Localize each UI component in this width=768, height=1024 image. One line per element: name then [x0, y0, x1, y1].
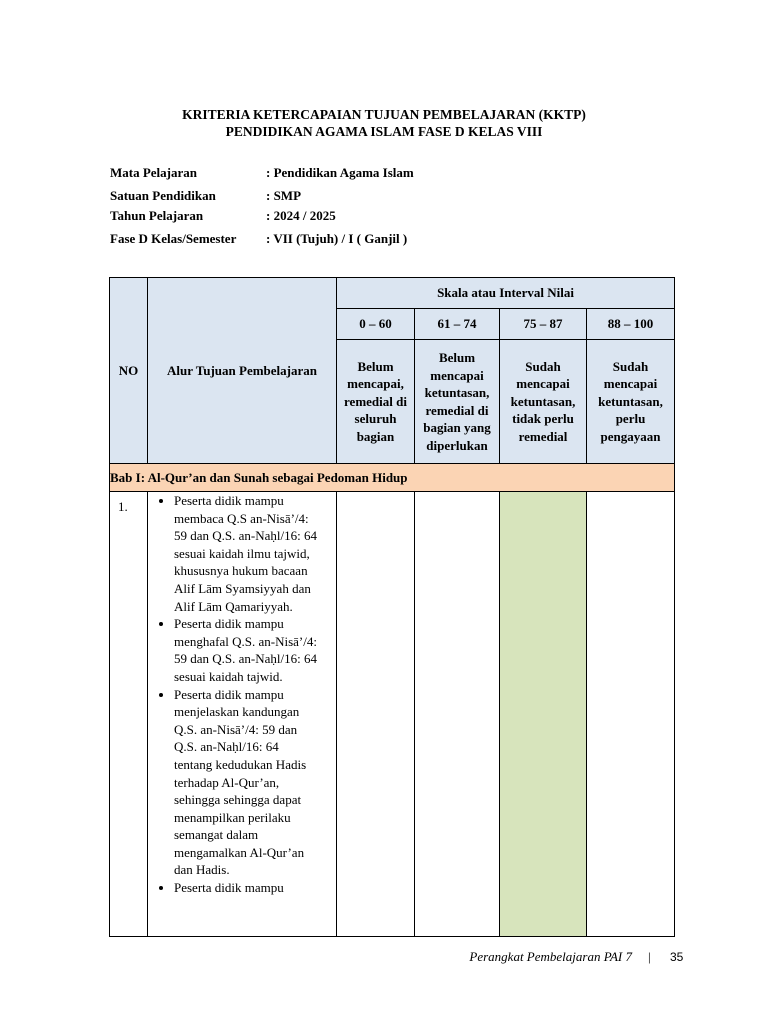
page-number: 35	[670, 950, 684, 964]
objective-item: • Peserta didik mampu menjelaskan kandungan Q.S. an-Nisā’/4: 59 dan Q.S. an-Naḥl/16: 64 tentang kedudukan Hadis terhadap Al-Qur’an, sehingga sehingga dapat menampilkan perilaku semangat dalam mengamalkan Al-Qur’an dan Hadis.	[174, 686, 336, 880]
meta-label: Satuan Pendidikan	[110, 188, 216, 203]
table-header-row	[110, 278, 675, 309]
meta-label: Mata Pelajaran	[110, 165, 198, 180]
chapter-row	[110, 464, 675, 492]
chapter-title: Bab I: Al-Qur’an dan Sunah sebagai Pedoman Hidup	[110, 464, 675, 492]
objective-item: • Peserta didik mampu	[174, 879, 336, 897]
footer-text: Perangkat Pembelajaran PAI 7	[469, 949, 632, 964]
score-cell-75-87	[500, 492, 587, 937]
descriptor-0: Belum mencapai, remedial di seluruh bagian	[337, 340, 415, 464]
header-no: NO	[110, 278, 148, 464]
title-line-2: PENDIDIKAN AGAMA ISLAM FASE D KELAS VIII	[225, 124, 543, 139]
header-alur: Alur Tujuan Pembelajaran	[148, 278, 337, 464]
meta-value: : VII (Tujuh) / I ( Ganjil )	[266, 231, 408, 246]
meta-value: : 2024 / 2025	[266, 208, 336, 223]
meta-value: : SMP	[266, 188, 302, 203]
meta-value: : Pendidikan Agama Islam	[266, 165, 414, 180]
objectives-list	[148, 492, 336, 897]
objectives-cell	[148, 492, 337, 937]
table-row	[110, 492, 675, 937]
descriptor-1: Belum mencapai ketuntasan, remedial di bagian yang diperlukan	[415, 340, 500, 464]
document-title	[0, 106, 768, 140]
descriptor-3: Sudah mencapai ketuntasan, perlu pengayaan	[587, 340, 675, 464]
footer-separator: |	[648, 949, 651, 964]
score-cell-61-74	[415, 492, 500, 937]
title-line-1: KRITERIA KETERCAPAIAN TUJUAN PEMBELAJARAN (KKTP)	[182, 107, 586, 122]
range-75-87: 75 – 87	[500, 309, 587, 340]
header-scale: Skala atau Interval Nilai	[337, 278, 675, 309]
objective-item: • Peserta didik mampu menghafal Q.S. an-Nisā’/4: 59 dan Q.S. an-Naḥl/16: 64 sesuai kaidah tajwid.	[174, 615, 336, 685]
range-61-74: 61 – 74	[415, 309, 500, 340]
meta-label: Tahun Pelajaran	[110, 208, 204, 223]
score-cell-0-60	[337, 492, 415, 937]
descriptor-2: Sudah mencapai ketuntasan, tidak perlu remedial	[500, 340, 587, 464]
kktp-table	[109, 277, 675, 937]
meta-label: Fase D Kelas/Semester	[110, 231, 237, 246]
range-0-60: 0 – 60	[337, 309, 415, 340]
range-88-100: 88 – 100	[587, 309, 675, 340]
objective-item: • Peserta didik mampu membaca Q.S an-Nisā’/4: 59 dan Q.S. an-Naḥl/16: 64 sesuai kaidah ilmu tajwid, khususnya hukum bacaan Alif Lām Syamsiyyah dan Alif Lām Qamariyyah.	[174, 492, 336, 615]
score-cell-88-100	[587, 492, 675, 937]
row-number: 1.	[110, 492, 148, 937]
